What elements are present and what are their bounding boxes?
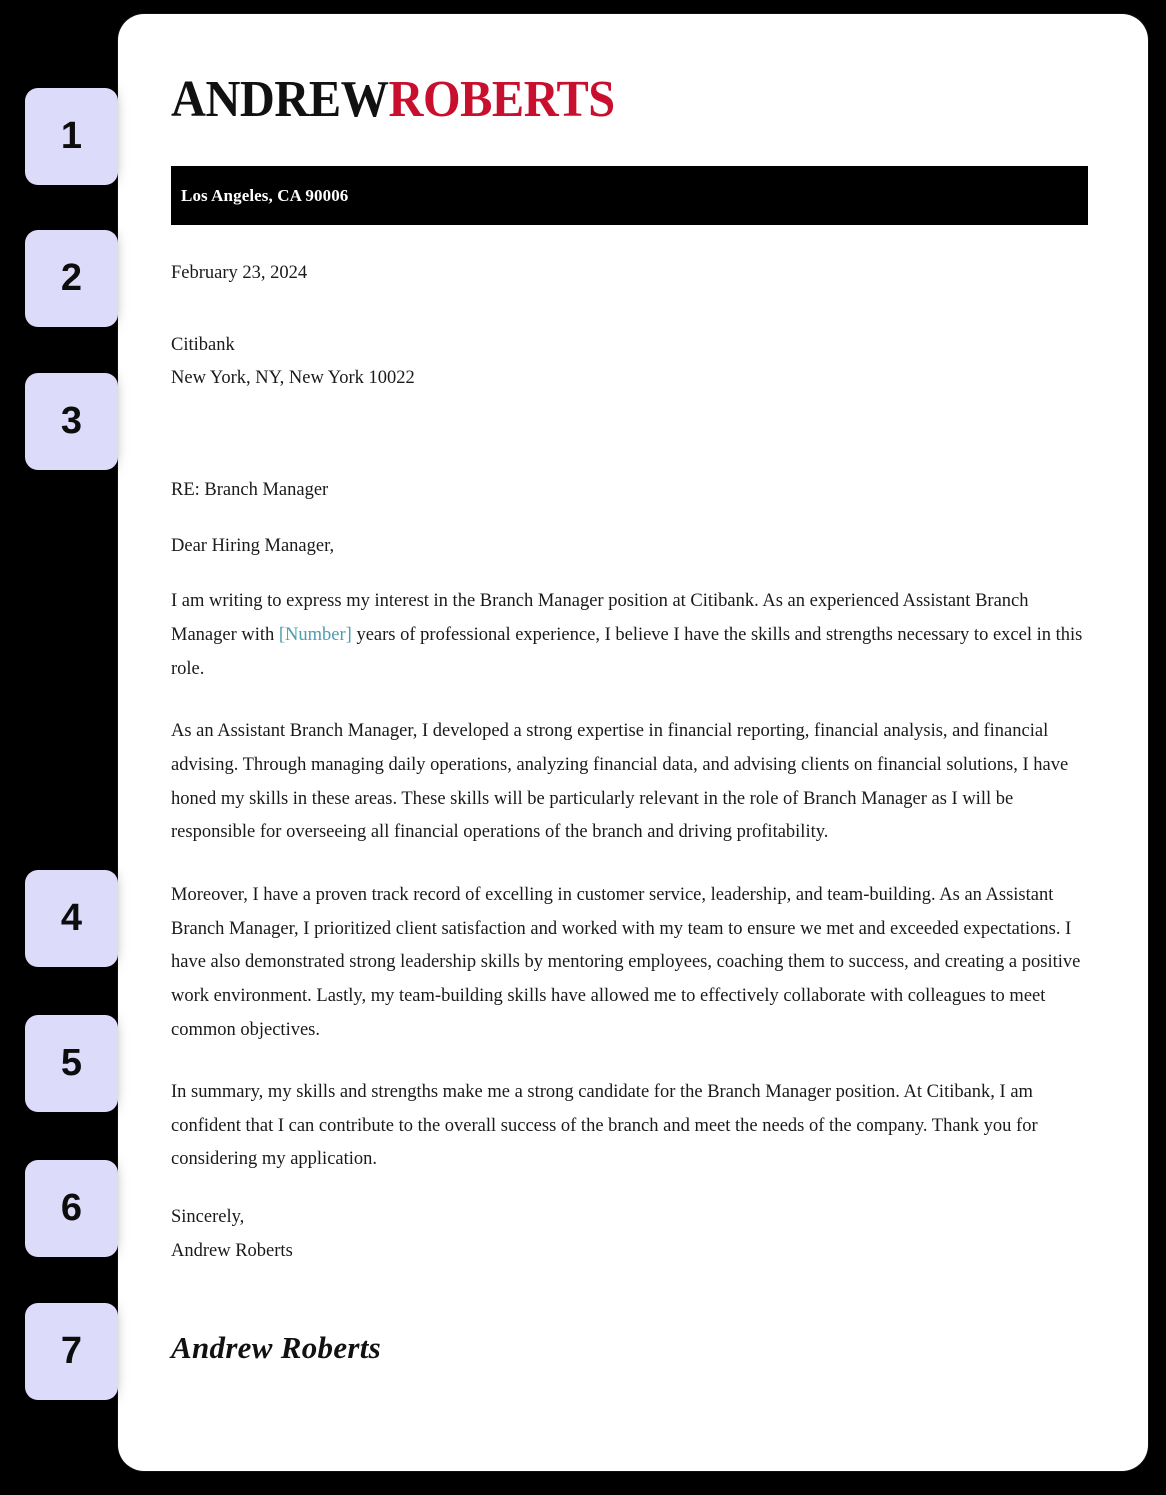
closing-block — [171, 1201, 1088, 1268]
paragraph-3: Moreover, I have a proven track record of excelling in customer service, leadership, and team-building. As an Assistant Branch Manager, I prioritized client satisfaction and worked with my team to ensure we met and exceeded expectations. I have also demonstrated strong leadership skills by mentoring employees, coaching them to success, and creating a positive work environment. Lastly, my team-building skills have allowed me to effectively collaborate with colleagues to meet common objectives. — [171, 884, 1081, 1040]
letter-date: February 23, 2024 — [171, 263, 308, 283]
step-badge-5[interactable]: 5 — [25, 1015, 118, 1112]
step-badge-rail — [0, 0, 120, 1495]
recipient-address: New York, NY, New York 10022 — [171, 368, 415, 389]
last-name: ROBERTS — [388, 71, 615, 128]
salutation: Dear Hiring Manager, — [171, 535, 335, 556]
closing-salutation: Sincerely, — [171, 1207, 245, 1228]
step-badge-1[interactable]: 1 — [25, 88, 118, 185]
letter-body — [171, 257, 1088, 1377]
paragraph-1-text-before: I am writing to express my interest in the Branch Manager position at Citibank. As an experienced Assistant Branch Manager with — [171, 591, 1029, 645]
number-placeholder-token[interactable]: [Number] — [278, 624, 352, 645]
signature: Andrew Roberts — [171, 1330, 382, 1366]
document-content — [171, 14, 1118, 1471]
paragraph-2: As an Assistant Branch Manager, I developed a strong expertise in financial reporting, financial analysis, and financial advising. Through managing daily operations, analyzing financial data, and advising clients on financial solutions, I have honed my skills in these areas. These skills will be particularly relevant in the role of Branch Manager as I will be responsible for overseeing all financial operations of the branch and driving profitability. — [171, 721, 1069, 843]
recipient-block — [171, 329, 1088, 396]
document-sheet — [118, 14, 1148, 1471]
step-badge-4[interactable]: 4 — [25, 870, 118, 967]
step-badge-2[interactable]: 2 — [25, 230, 118, 327]
paragraph-1-text-after: years of professional experience, I believe I have the skills and strengths necessary to excel in this role. — [171, 624, 1083, 679]
step-badge-6[interactable]: 6 — [25, 1160, 118, 1257]
page-title — [171, 71, 615, 128]
closing-name: Andrew Roberts — [171, 1240, 293, 1261]
recipient-company: Citibank — [171, 334, 235, 355]
address-text: Los Angeles, CA 90006 — [181, 185, 349, 205]
paragraph-1 — [171, 585, 1088, 686]
subject-line: RE: Branch Manager — [171, 479, 329, 500]
step-badge-3[interactable]: 3 — [25, 373, 118, 470]
step-badge-7[interactable]: 7 — [25, 1303, 118, 1400]
first-name: ANDREW — [171, 71, 389, 128]
address-banner — [171, 166, 1088, 225]
paragraph-4: In summary, my skills and strengths make me a strong candidate for the Branch Manager position. At Citibank, I am confident that I can contribute to the overall success of the branch and meet the needs of the company. Thank you for considering my application. — [171, 1082, 1038, 1170]
